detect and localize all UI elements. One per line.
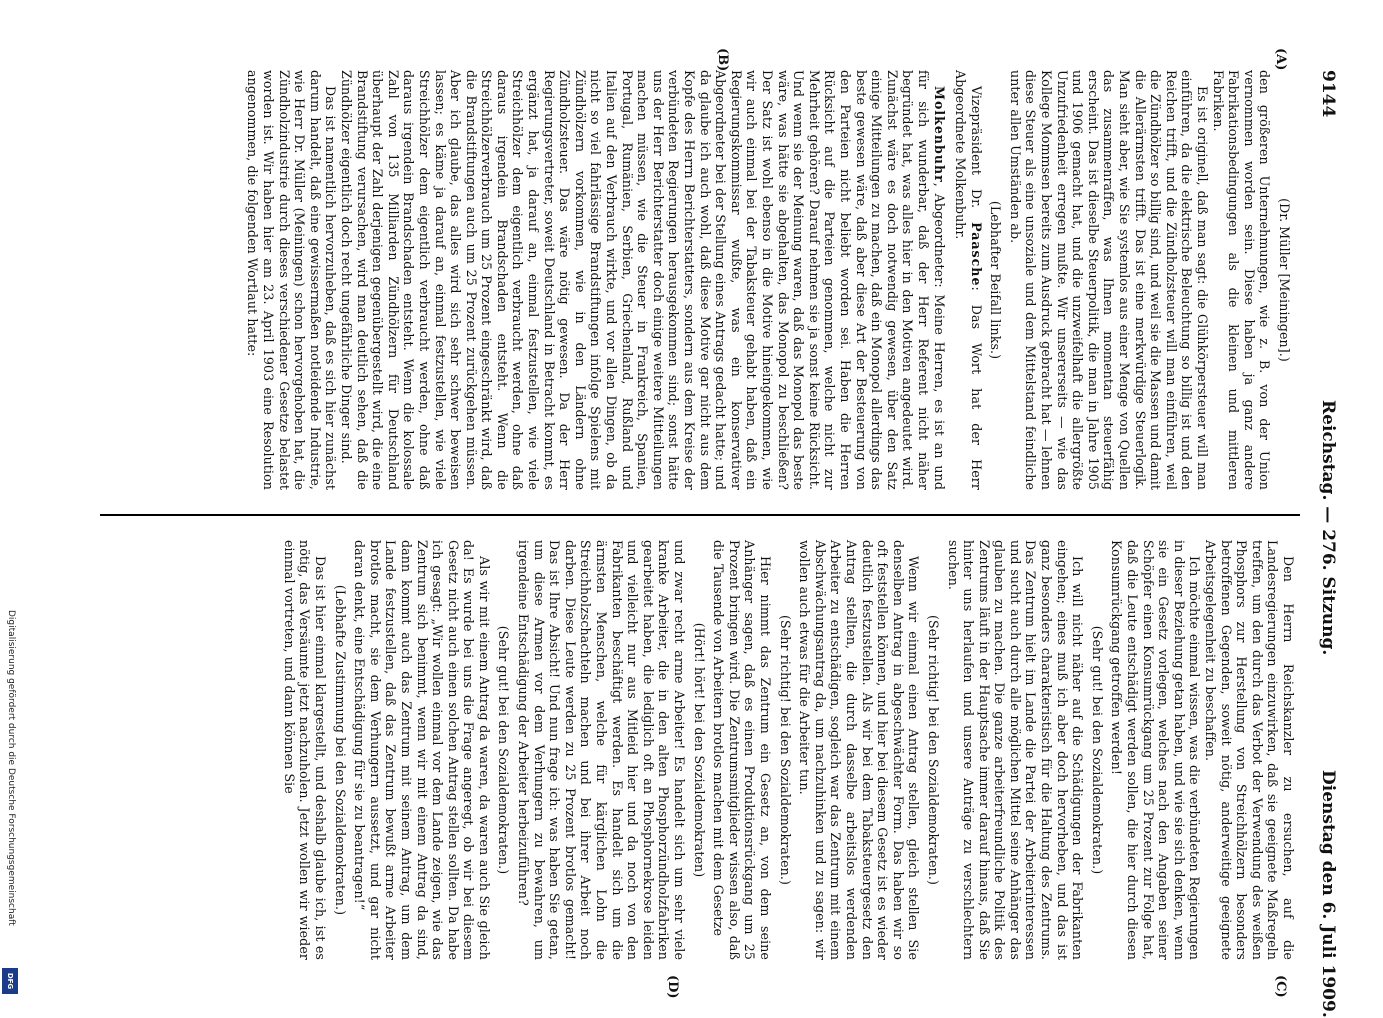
- speech-paragraph: [338, 70, 946, 490]
- paragraph: Es ist originell, daß man sagt: die Glühkörpersteuer will man einführen, da die elektrische Beleuchtung so billig ist und den Reichen trifft, und die Zündholzsteuer will man einführen, weil die Zündhölzer so billig sind, und weil sie die Massen und damit die Allerärmsten trifft. Das ist eine merkwürdige Steuerlogik. Man sieht aber, wie Sie systemlos aus einer Menge von Quellen das zusammenraffen, was Ihnen momentan steuerfähig erscheint. Das ist dieselbe Steuerpolitik, die man in Jahre 1905 und 1906 gemacht hat, und die unzweifelhaft die allergrößte Unzufriedenheit erregen mußte. Wir unsererseits — wie das Kollege Mommsen bereits zum Ausdruck gebracht hat — lehnen diese Steuer als eine unsoziale und dem Mittelstand feindliche unter allen Umständen ab.: [1007, 70, 1211, 490]
- dfg-logo: [2, 968, 18, 994]
- page-number: 9144: [1318, 70, 1338, 118]
- chair-text: : Das Wort hat der Herr Abgeordnete Molkenbuhr.: [953, 70, 984, 490]
- margin-mark-a: (A): [1273, 48, 1288, 71]
- interjection: (Sehr richtig! bei den Sozialdemokraten.): [925, 615, 941, 885]
- paragraph: Hier nimmt das Zentrum ein Gesetz an, von dem seine Anhänger sagen, daß es einen Produktionsrückgang um 25 Prozent bringen wird. Die Zentrumsmitglieder wissen also, daß die Tausende von Arbeitern brotlos machen mit dem Gesetze: [711, 540, 773, 960]
- quoted-resolution: Den Herrn Reichskanzler zu ersuchen, auf die Landesregierungen einzuwirken, daß sie geeignete Maßregeln treffen, um den durch das Verbot der Verwendung des weißen Phosphors zur Herstellung von Streichhölzern besonders betroffenen Gegenden, soweit nötig, anderweitige geeignete Arbeitsgelegenheit zu beschaffen.: [1203, 540, 1296, 960]
- left-column: [245, 70, 1296, 490]
- margin-mark-c: (C): [1273, 975, 1288, 998]
- session-date: Dienstag den 6. Juli 1909.: [1318, 770, 1338, 1018]
- paragraph: Das ist hier einmal klargestellt, und deshalb glaube ich, ist es nötig, das Versäumte jetzt nachzuholen. Jetzt wollen wir wieder einmal vortreten, und dann können Sie: [281, 540, 328, 960]
- interjection: (Hört! hört! bei den Sozialdemokraten): [691, 622, 707, 878]
- chair-name: Paasche: [968, 222, 984, 287]
- interjection: (Sehr gut! bei den Sozialdemokraten.): [496, 625, 512, 875]
- interjection: (Lebhafter Beifall links.): [988, 200, 1004, 360]
- paragraph: den größeren Unternehmungen, wie z. B. von der Union vernommen worden sein. Diese haben ja ganz andere Fabrikationsbedingungen als die kleinen und mittleren Fabriken.: [1210, 70, 1273, 490]
- document-page: [80, 48, 1340, 1018]
- paragraph: und zwar recht arme Arbeiter! Es handelt sich um sehr viele kranke Arbeiter, die in den alten Phosphorzündholzfabriken gearbeitet haben, die lediglich oft an Phosphornekrose leiden und vielleicht nur aus Mitleid hier und da noch von den Fabrikanten beschäftigt werden. Es handelt sich um die ärmsten Menschen, welche für kärglichen Lohn die Streichholzschachteln machen und bei ihrer Arbeit noch darben. Diese Leute werden zu 25 Prozent brotlos gemacht! Das ist Ihre Absicht! Und nun frage ich: was haben Sie getan, um diese Armen vor dem Verhungern zu bewahren, um irgendeine Entschädigung der Arbeiter herbeizuführen?: [516, 540, 688, 960]
- margin-mark-d: (D): [665, 975, 680, 999]
- right-column: [281, 540, 1296, 960]
- interjection: (Sehr gut! bei den Sozialdemokraten.): [1089, 625, 1105, 875]
- dfg-logo-text: DFG: [6, 972, 14, 990]
- session-title: Reichstag. — 276. Sitzung.: [1318, 400, 1338, 656]
- speaker-reference: (Dr. Müller [Meiningen].): [1277, 198, 1292, 362]
- column-divider: [100, 514, 1300, 516]
- chair-announcement: [953, 70, 984, 490]
- margin-mark-b: (B): [715, 48, 730, 72]
- interjection: (Lebhafte Zustimmung bei den Sozialdemokraten.): [332, 584, 348, 916]
- speech-text: , Abgeordneter: Meine Herren, es ist an und für sich wunderbar, daß der Herr Referent nicht näher begründet hat, was alles hier in den Motiven angedeutet wird. Zunächst wäre es doch notwendig gewesen, über den Satz einige Mitteilungen zu machen, daß ein Monopol allerdings das beste gewesen wäre, daß aber diese Art der Besteuerung von den Parteien nicht beliebt worden sei. Haben die Herren Rücksicht auf die Parteien genommen, welche nicht zur Mehrheit gehören? Darauf nehmen sie ja sonst keine Rücksicht. Und wenn sie der Meinung waren, daß das Monopol das beste wäre, was hätte sie abgehalten, das Monopol zu beschließen? Der Satz ist wohl ebenso in die Motive hineingekommen, wie wir auch einmal bei der Tabaksteuer gehabt haben, daß ein Regierungskommissar wußte, was ein konservativer Abgeordneter bei der Stellung eines Antrags gedacht hatte; und da glaube ich auch wohl, daß diese Motive gar nicht aus dem Kopfe des Herrn Berichterstatters, sondern aus dem Kreise der verbündeten Regierungen herausgekommen sind; sonst hätte uns der Herr Berichterstatter doch einige weitere Mitteilungen machen müssen, wie die Steuer in Frankreich, Spanien, Portugal, Rumänien, Serbien, Griechenland, Rußland und Italien auf den Verbrauch wirkte, und vor allen Dingen, ob da nicht so viel fahrlässige Brandstiftungen infolge Spielens mit Zündhölzern vorkommen, wie in den Ländern ohne Zündholzsteuer. Das wäre nötig gewesen. Da der Herr Regierungsvertreter, soweit Deutschland in Betracht kommt, es ergänzt hat, ja darauf an, einmal festzustellen, wie viele Streichhölzer dem eigentlich verbraucht werden, ohne daß daraus irgendein Brandschaden entsteht. Wenn die Streichhölzerverbrauch um 25 Prozent eingeschränkt wird, daß die Brandstiftungen auch um 25 Prozent zurückgehen müssen. Aber ich glaube, das alles wird sich sehr schwer beweisen lassen; es käme ja darauf an, einmal festzustellen, wie viele Streichhölzer dem eigentlich verbraucht werden, ohne daß daraus irgendein Brandschaden entsteht. Wenn die kolossale Zahl von 135 Milliarden Zündhölzern für Deutschland überhaupt der Zahl derjenigen gegenübergestellt wird, die eine Brandstiftung verursachen, wird man deutlich sehen, daß die Zündhölzer eigentlich doch recht ungefährliche Dinger sind.: [338, 70, 947, 490]
- paragraph: Das ist namentlich hervorzuheben, daß es sich hier zunächst darum handelt, daß eine gewissermaßen notleidende Industrie, wie Herr Dr. Müller (Meiningen) schon hervorgehoben hat, die Zündholzindustrie durch dieses verschiedener Gesetze belastet worden ist. Wir haben hier am 23. April 1903 eine Resolution angenommen, die folgenden Wortlaut hatte:: [245, 70, 339, 490]
- interjection: (Sehr richtig! bei den Sozialdemokraten.): [777, 615, 793, 885]
- digitization-credit: [4, 610, 18, 990]
- paragraph: Ich will nicht näher auf die Schädigungen der Fabrikanten eingehen; eines muß ich aber doch hervorheben, und das ist ganz besonders charakteristisch für die Haltung des Zentrums. Das Zentrum hielt im Lande die Partei der Arbeiterinteressen und sucht auch durch alle möglichen Mittel seine Anhänger das glauben zu machen. Die ganze arbeiterfreundliche Politik des Zentrums läuft in der Hauptsache immer darauf hinaus, daß Sie hinter uns herlaufen und unsere Anträge zu verschlechtern suchen.: [945, 540, 1086, 960]
- paragraph: Als wir mit einem Antrag da waren, da waren auch Sie gleich da! Es wurde bei uns die Frage angeregt, ob wir bei diesem Gesetz nicht auch einen solchen Antrag stellen sollten. Da habe ich gesagt: „Wir wollen einmal vor dem Lande zeigen, wie das Zentrum sich benimmt, wenn wir mit einem Antrag da sind, dann kommt auch das Zentrum mit seinem Antrag, um dem Lande festzustellen, daß das Zentrum bewußt arme Arbeiter brotlos macht, sie dem Verhungern aussetzt, und gar nicht daran denkt, eine Entschädigung für sie zu beantragen!“: [352, 540, 492, 960]
- paragraph: Wenn wir einmal einen Antrag stellen, gleich stellen Sie denselben Antrag in abgeschwächter Form. Das haben wir so oft feststellen können, und hier bei diesem Gesetz ist es wieder deutlich festzustellen. Als wir bei dem Tabaksteuergesetz den Antrag stellten, die durch dasselbe arbeitslos werdenden Arbeiter zu entschädigen, sogleich war das Zentrum mit einem Abschwächungsantrag da, um nachzuhinken und zu sagen: wir wollen auch etwas für die Arbeiter tun.: [797, 540, 922, 960]
- digitization-credit-text: Digitalisierung gefördert durch die Deutsche Forschungsgemeinschaft: [6, 610, 16, 926]
- paragraph: Ich möchte einmal wissen, was die verbündeten Regierungen in dieser Beziehung getan haben, und wie sie sich denken, wenn sie ein Gesetz vorlegen, welches nach den Angaben seiner Schöpfer einen Konsumrückgang um 25 Prozent zur Folge hat, daß die Leute entschädigt werden sollen, die hier durch diesen Konsumrückgang getroffen werden!: [1109, 540, 1203, 960]
- speaker-name: Molkenbuhr: [931, 86, 947, 183]
- page-header: [1312, 70, 1340, 1018]
- chair-title: Vizepräsident Dr.: [968, 86, 984, 223]
